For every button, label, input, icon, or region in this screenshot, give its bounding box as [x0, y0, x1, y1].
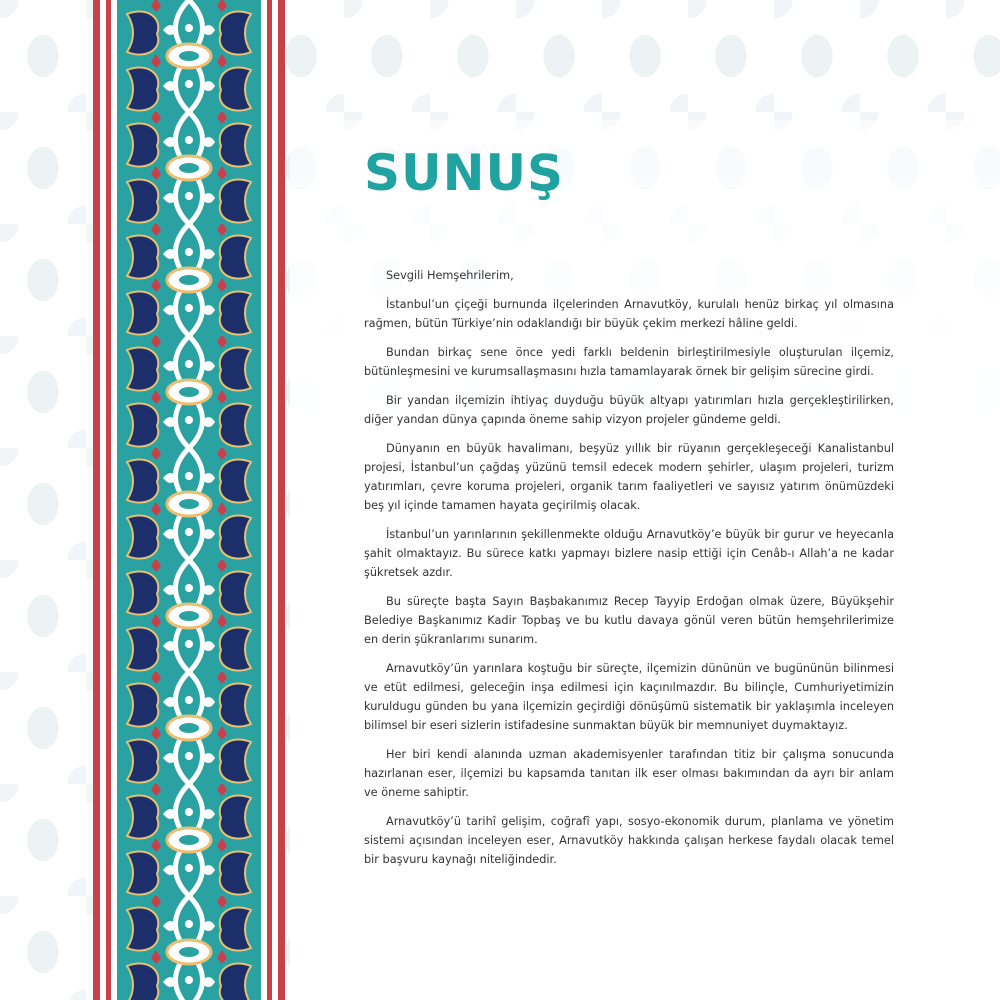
- greeting: Sevgili Hemşehrilerim,: [386, 269, 514, 282]
- paragraph: İstanbul’un yarınlarının şekillenmekte olduğu Arnavutköy’e büyük bir gurur ve heyecanla şahit olmaktayız. Bu sürece katkı yapmayı bizlere nasip ettiği için Cenâb-ı Allah’a ne kadar şükretsek azdır.: [364, 528, 894, 579]
- paragraph: İstanbul’un çiçeği burnunda ilçelerinden Arnavutköy, kurulalı henüz birkaç yıl olmasına rağmen, bütün Türkiye’nin odaklandığı bir büyük çekim merkezi hâline geldi.: [364, 298, 894, 330]
- paragraph: Dünyanın en büyük havalimanı, beşyüz yıllık bir rüyanın gerçekleşeceği Kanalistanbul projesi, İstanbul’un çağdaş yüzünü temsil edecek modern şehirler, ulaşım projeleri, turizm yatırımları, çevre koruma projeleri, organik tarım faaliyetleri ve sayısız yatırım önümüzdeki beş yıl içinde tamamen hayata geçirilmiş olacak.: [364, 442, 894, 512]
- border-stripe-outer-left: [93, 0, 100, 1000]
- border-stripe-inner-left: [106, 0, 111, 1000]
- ornamental-tile-border-icon: [117, 0, 261, 1000]
- page-title: SUNUŞ: [364, 144, 565, 202]
- border-stripe-outer-right: [278, 0, 285, 1000]
- paragraph: Her biri kendi alanında uzman akademisyenler tarafından titiz bir çalışma sonucunda hazırlanan eser, ilçemizi bu kapsamda tanıtan ilk eser olması bakımından da ayrı bir anlam ve öneme sahiptir.: [364, 748, 894, 799]
- border-stripe-inner-right: [267, 0, 272, 1000]
- paragraph: Arnavutköy’ün yarınlara koştuğu bir süreçte, ilçemizin dününün ve bugününün bilinmesi ve etüt edilmesi, geleceğin inşa edilmesi için kaçınılmazdır. Bu bilinçle, Cumhuriyetimizin kuruldugu günden bu yana ilçemizin geçirdiği dönüşümü sistematik bir yaklaşımla inceleyen bilimsel bir eseri sizlerin istifadesine sunmaktan büyük bir memnuniyet duymaktayız.: [364, 662, 894, 732]
- paragraph: Arnavutköy’ü tarihî gelişim, coğrafî yapı, sosyo-ekonomik durum, planlama ve yönetim sistemi açısından inceleyen eser, Arnavutköy hakkında çalışan herkese faydalı olacak temel bir başvuru kaynağı niteliğindedir.: [364, 815, 894, 866]
- paragraph: Bu süreçte başta Sayın Başbakanımız Recep Tayyip Erdoğan olmak üzere, Büyükşehir Belediye Başkanımız Kadir Topbaş ve bu kutlu davaya gönül veren bütün hemşehrilerimize en derin şükranlarımı sunarım.: [364, 595, 894, 646]
- paragraph: Bir yandan ilçemizin ihtiyaç duyduğu büyük altyapı yatırımları hızla gerçekleştirilirken, diğer yandan dünya çapında öneme sahip vizyon projeler gündeme geldi.: [364, 394, 894, 426]
- ornamental-border: [93, 0, 285, 1000]
- foreword-text: [364, 266, 894, 879]
- paragraph: Bundan birkaç sene önce yedi farklı beldenin birleştirilmesiyle oluşturulan ilçemiz, bütünleşmesini ve kurumsallaşmasını hızla tamamlayarak örnek bir gelişim sürecine girdi.: [364, 346, 894, 378]
